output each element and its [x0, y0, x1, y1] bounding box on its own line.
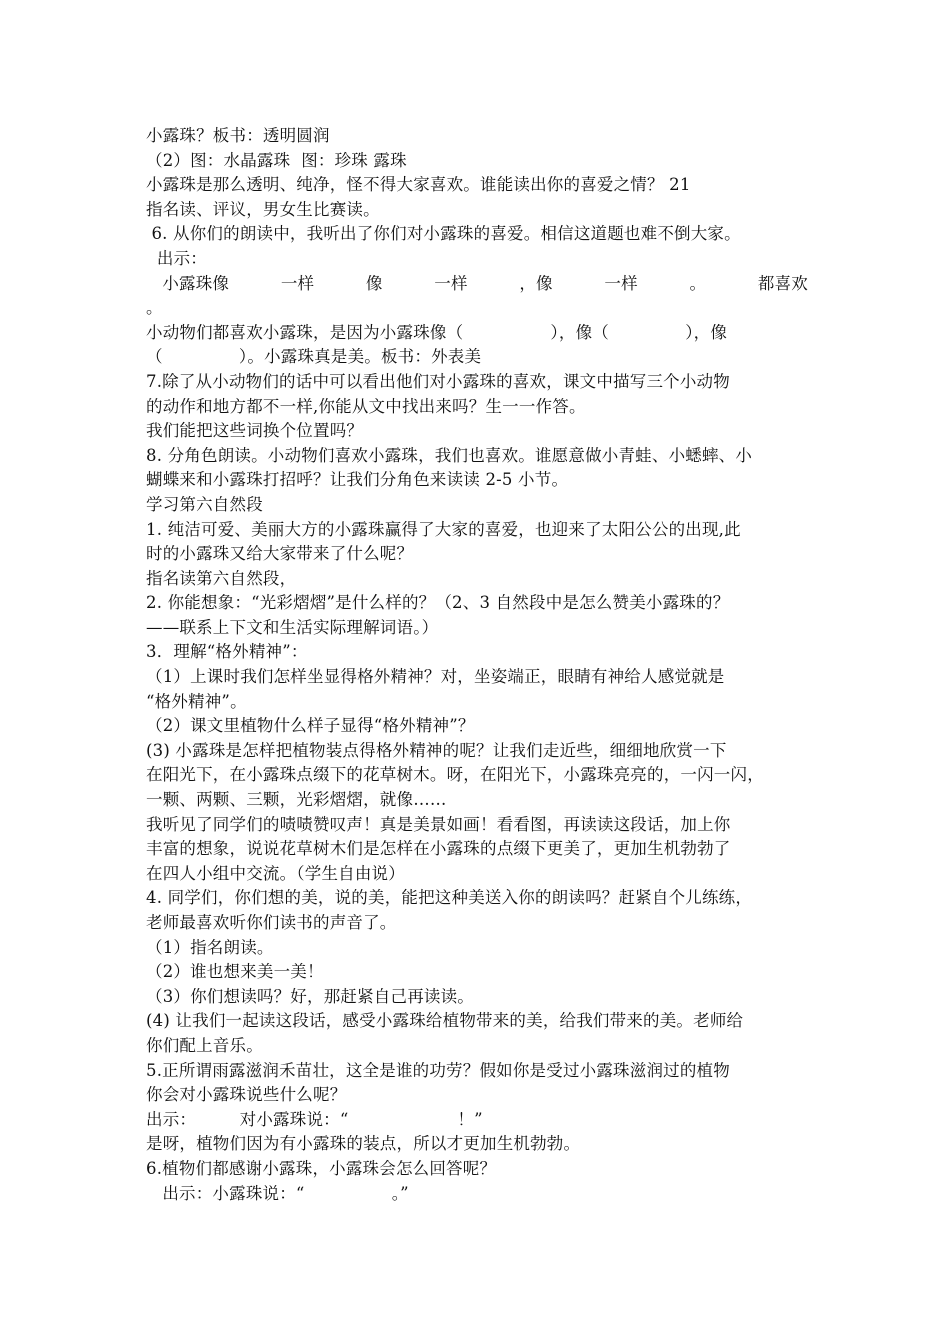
text-line: （2）课文里植物什么样子显得“格外精神”？	[146, 716, 475, 736]
text-line: 2. 你能想象：“光彩熠熠”是什么样的？（2、3 自然段中是怎么赞美小露珠的？	[146, 593, 730, 613]
text-line: 小露珠？板书：透明圆润	[146, 126, 330, 145]
text-line: “格外精神”。	[146, 691, 247, 711]
text-line: 出示： 对小露珠说：“ ！”	[146, 1109, 483, 1129]
fill-in-segment: 。	[689, 273, 707, 293]
text-line: 老师最喜欢听你们读书的声音了。	[146, 913, 397, 932]
text-line: ——联系上下文和生活实际理解词语。）	[146, 617, 439, 637]
text-line: 指名读、评议，男女生比赛读。	[146, 199, 380, 219]
text-line: 我听见了同学们的啧啧赞叹声！真是美景如画！看看图，再读读这段话，加上你	[146, 814, 731, 834]
text-line: 蝴蝶来和小露珠打招呼？让我们分角色来读读 2-5 小节。	[146, 470, 569, 490]
text-line: （3）你们想读吗？好，那赶紧自己再读读。	[146, 986, 474, 1006]
text-line: (3) 小露珠是怎样把植物装点得格外精神的呢？让我们走近些，细细地欣赏一下	[146, 740, 727, 760]
text-line: 小动物们都喜欢小露珠，是因为小露珠像（ ），像（ ），像	[146, 322, 728, 342]
text-line: 1. 纯洁可爱、美丽大方的小露珠赢得了大家的喜爱，也迎来了太阳公公的出现,此	[146, 519, 741, 539]
text-line: 一颗、两颗、三颗，光彩熠熠，就像……	[146, 790, 447, 810]
text-line: 在四人小组中交流。（学生自由说）	[146, 863, 405, 883]
text-line: （2）图：水晶露珠 图：珍珠 露珠	[146, 150, 407, 170]
text-line: 4. 同学们，你们想的美，说的美，能把这种美送入你的朗读吗？赶紧自个儿练练，	[146, 888, 753, 908]
text-line: 出示：	[146, 248, 207, 268]
text-line: （2）谁也想来美一美！	[146, 962, 324, 982]
section-heading: 学习第六自然段	[146, 494, 263, 514]
fill-in-segment: ，像	[519, 273, 553, 293]
text-line: 小露珠是那么透明、纯净，怪不得大家喜欢。谁能读出你的喜爱之情？ 21	[146, 175, 691, 195]
text-line: 是呀，植物们因为有小露珠的装点，所以才更加生机勃勃。	[146, 1134, 581, 1154]
text-line: 指名读第六自然段，	[146, 568, 297, 588]
text-line: 你们配上音乐。	[146, 1035, 263, 1055]
text-line: 6. 从你们的朗读中，我听出了你们对小露珠的喜爱。相信这道题也难不倒大家。	[146, 224, 741, 244]
text-line: 丰富的想象，说说花草树木们是怎样在小露珠的点缀下更美了，更加生机勃勃了	[146, 839, 731, 859]
fill-in-segment: 一样	[604, 273, 638, 293]
text-line: 的动作和地方都不一样,你能从文中找出来吗？生一一作答。	[146, 396, 586, 416]
text-line: 时的小露珠又给大家带来了什么呢？	[146, 544, 414, 564]
fill-in-segment: 都喜欢	[757, 273, 808, 293]
fill-in-segment: 一样	[434, 273, 468, 293]
document-page	[146, 124, 810, 1206]
text-line: 7.除了从小动物们的话中可以看出他们对小露珠的喜欢，课文中描写三个小动物	[146, 371, 730, 391]
text-line: (4) 让我们一起读这段话，感受小露珠给植物带来的美，给我们带来的美。老师给	[146, 1011, 744, 1031]
text-line: 6.植物们都感谢小露珠，小露珠会怎么回答呢？	[146, 1158, 497, 1178]
text-line: 我们能把这些词换个位置吗？	[146, 421, 364, 441]
text-line: 5.正所谓雨露滋润禾苗壮，这全是谁的功劳？假如你是受过小露珠滋润过的植物	[146, 1060, 730, 1080]
fill-in-segment: 小露珠像	[146, 273, 230, 293]
text-line: 你会对小露珠说些什么呢？	[146, 1085, 347, 1105]
text-line: 。	[146, 298, 163, 318]
text-line: 3．理解“格外精神”：	[146, 642, 308, 662]
text-line: 出示：小露珠说：“ 。”	[146, 1183, 409, 1203]
text-line: 8. 分角色朗读。小动物们喜欢小露珠，我们也喜欢。谁愿意做小青蛙、小蟋蟀、小	[146, 445, 753, 465]
text-line: 在阳光下，在小露珠点缀下的花草树木。呀，在阳光下，小露珠亮亮的，一闪一闪，	[146, 765, 764, 785]
fill-in-segment: 一样	[280, 273, 315, 293]
text-line: （1）上课时我们怎样坐显得格外精神？对，坐姿端正，眼睛有神给人感觉就是	[146, 667, 725, 687]
fill-in-segment: 像	[365, 273, 383, 293]
fill-in-blank-row	[146, 272, 810, 297]
text-line: （1）指名朗读。	[146, 937, 274, 957]
text-line: （ ）。小露珠真是美。板书：外表美	[146, 347, 482, 367]
